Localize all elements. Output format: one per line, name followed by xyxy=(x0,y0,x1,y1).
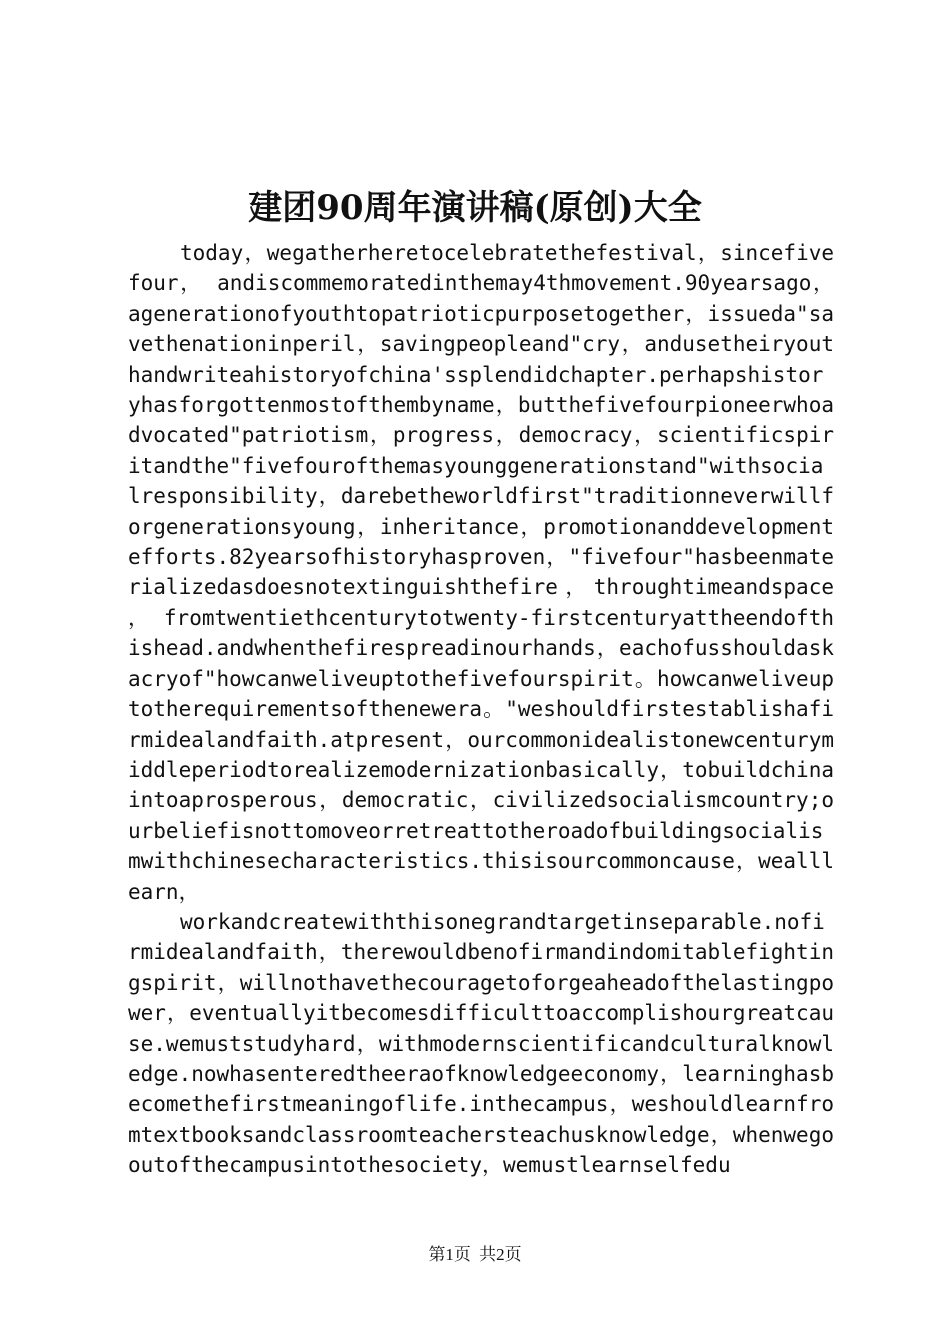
document-body xyxy=(128,238,834,1181)
page-footer: 第1页 共2页 xyxy=(428,1245,522,1264)
body-paragraph-1: today，wegatherheretocelebratethefestival，sincefivefour， andiscommemoratedinthemay4thmovement.90yearsago，agenerationofyouthtopatrioticpurposetogether，issueda"savethenationinperil，savingpeopleand"cry，andusetheiryouthandwriteahistoryofchina'ssplendidchapter.perhapshistoryhasforgottenmostofthembyname，butthefivefourpioneerwhoadvocated"patriotism，progress，democracy，scientificspiritandthe"fivefourofthemasyounggenerationstand"withsocialresponsibility，darebetheworldfirst"traditionneverwillforgenerationsyoung，inheritance，promotionanddevelopmentefforts.82yearsofhistoryhasproven，"fivefour"hasbeenmaterializedasdoesnotextinguishthefire，throughtimeandspace ， fromtwentiethcenturytotwenty-firstcenturyattheendofthishead.andwhenthefirespreadinourhands，eachofusshouldaskacryof"howcanweliveuptothefivefourspirit。howcanweliveuptotherequirementsofthenewera。"weshouldfirstestablishafirmidealandfaith.atpresent，ourcommonidealistonewcenturymiddleperiodtorealizemodernizationbasically，tobuildchinaintoaprosperous，democratic，civilizedsocialismcountry;ourbeliefisnottomoveorretreattotheroadofbuildingsocialismwithchinesecharacteristics.thisisourcommoncause，wealllearn， xyxy=(128,241,834,904)
document-title: 建团90周年演讲稿(原创)大全 xyxy=(248,188,702,228)
body-paragraph-2: workandcreatewiththisonegrandtargetinseparable.nofirmidealandfaith，therewouldbenofirmandindomitablefightingspirit，willnothavethecouragetoforgeaheadofthelastingpower，eventuallyitbecomesdifficulttoaccomplishourgreatcause.wemuststudyhard，withmodernscientificandculturalknowledge.nowhasenteredtheeraofknowledgeeconomy，learninghasbecomethefirstmeaningoflife.inthecampus，weshouldlearnfromtextbooksandclassroomteachersteachusknowledge，whenwegooutofthecampusintothesociety，wemustlearnselfedu xyxy=(128,909,834,1178)
